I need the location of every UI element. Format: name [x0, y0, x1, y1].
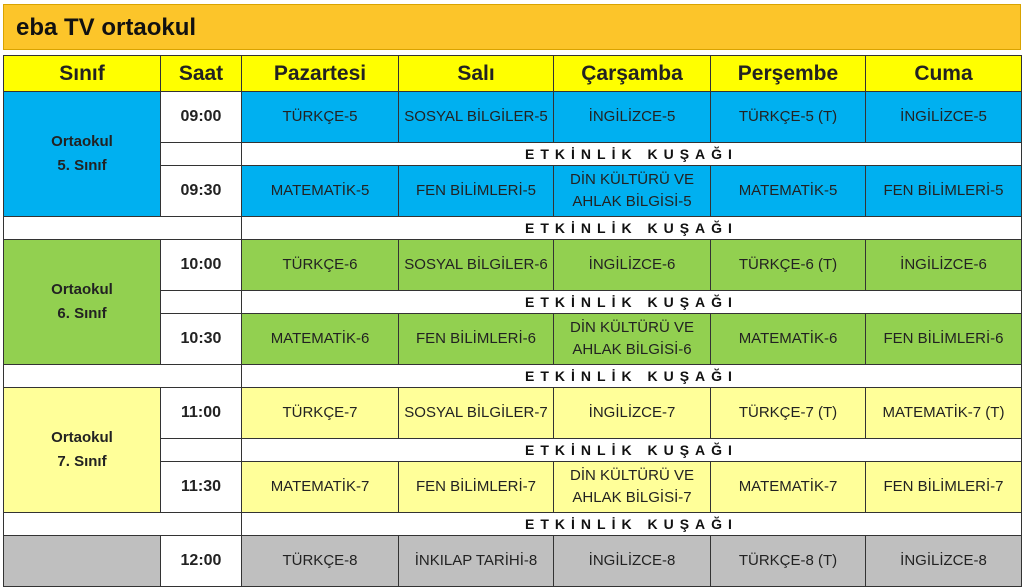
activity-band: ETKİNLİK KUŞAĞI — [242, 513, 1022, 536]
activity-band: ETKİNLİK KUŞAĞI — [242, 143, 1022, 166]
schedule-table — [3, 55, 1022, 587]
time-cell: 09:00 — [161, 92, 242, 143]
page-title: eba TV ortaokul — [16, 14, 197, 41]
lesson-cell: MATEMATİK-6 — [242, 314, 399, 365]
lesson-cell: FEN BİLİMLERİ-7 — [866, 462, 1022, 513]
lesson-cell: TÜRKÇE-7 — [242, 388, 399, 439]
lesson-cell: TÜRKÇE-5 (T) — [711, 92, 866, 143]
lesson-cell: MATEMATİK-5 — [711, 166, 866, 217]
lesson-cell: FEN BİLİMLERİ-6 — [399, 314, 554, 365]
header-persembe: Perşembe — [711, 56, 866, 92]
lesson-cell: SOSYAL BİLGİLER-5 — [399, 92, 554, 143]
time-cell: 11:00 — [161, 388, 242, 439]
lesson-cell: MATEMATİK-6 — [711, 314, 866, 365]
lesson-cell: İNGİLİZCE-6 — [866, 240, 1022, 291]
grade-8-block — [4, 536, 1022, 587]
lesson-cell: İNGİLİZCE-6 — [554, 240, 711, 291]
blank-cell — [161, 291, 242, 314]
time-cell: 09:30 — [161, 166, 242, 217]
activity-row — [4, 513, 1022, 536]
time-cell: 11:30 — [161, 462, 242, 513]
lesson-cell: İNGİLİZCE-5 — [554, 92, 711, 143]
blank-cell — [161, 439, 242, 462]
lesson-cell: MATEMATİK-7 (T) — [866, 388, 1022, 439]
lesson-cell: SOSYAL BİLGİLER-7 — [399, 388, 554, 439]
lesson-cell: MATEMATİK-7 — [711, 462, 866, 513]
header-carsamba: Çarşamba — [554, 56, 711, 92]
header-sali: Salı — [399, 56, 554, 92]
grade-label-line2: 7. Sınıf — [57, 453, 107, 470]
grade-label-line2: 5. Sınıf — [57, 157, 107, 174]
lesson-cell: FEN BİLİMLERİ-7 — [399, 462, 554, 513]
table-row — [4, 92, 1022, 143]
lesson-cell: TÜRKÇE-6 — [242, 240, 399, 291]
lesson-cell: FEN BİLİMLERİ-5 — [866, 166, 1022, 217]
lesson-cell: DİN KÜLTÜRÜ VE AHLAK BİLGİSİ-5 — [554, 166, 711, 217]
activity-band: ETKİNLİK KUŞAĞI — [242, 291, 1022, 314]
grade-label-line1: Ortaokul — [51, 133, 113, 150]
blank-cell — [4, 217, 242, 240]
header-saat: Saat — [161, 56, 242, 92]
activity-band: ETKİNLİK KUŞAĞI — [242, 365, 1022, 388]
time-cell: 10:00 — [161, 240, 242, 291]
lesson-cell: TÜRKÇE-6 (T) — [711, 240, 866, 291]
table-row — [4, 240, 1022, 291]
lesson-cell: TÜRKÇE-7 (T) — [711, 388, 866, 439]
lesson-cell: DİN KÜLTÜRÜ VE AHLAK BİLGİSİ-6 — [554, 314, 711, 365]
activity-row — [4, 365, 1022, 388]
grade-label-line2: 6. Sınıf — [57, 305, 107, 322]
time-cell: 12:00 — [161, 536, 242, 587]
lesson-cell: İNGİLİZCE-7 — [554, 388, 711, 439]
blank-cell — [4, 513, 242, 536]
header-pazartesi: Pazartesi — [242, 56, 399, 92]
activity-row — [4, 217, 1022, 240]
grade-label — [4, 92, 161, 217]
lesson-cell: FEN BİLİMLERİ-6 — [866, 314, 1022, 365]
blank-cell — [161, 143, 242, 166]
grade-label — [4, 388, 161, 513]
lesson-cell: TÜRKÇE-8 (T) — [711, 536, 866, 587]
table-row — [4, 388, 1022, 439]
time-cell: 10:30 — [161, 314, 242, 365]
lesson-cell: İNGİLİZCE-5 — [866, 92, 1022, 143]
activity-band: ETKİNLİK KUŞAĞI — [242, 217, 1022, 240]
grade-label-line1: Ortaokul — [51, 429, 113, 446]
lesson-cell: TÜRKÇE-5 — [242, 92, 399, 143]
table-row — [4, 536, 1022, 587]
grade-label — [4, 536, 161, 587]
lesson-cell: FEN BİLİMLERİ-5 — [399, 166, 554, 217]
lesson-cell: İNKILAP TARİHİ-8 — [399, 536, 554, 587]
grade-5-block — [4, 92, 1022, 240]
grade-label-line1: Ortaokul — [51, 281, 113, 298]
header-sinif: Sınıf — [4, 56, 161, 92]
header-cuma: Cuma — [866, 56, 1022, 92]
lesson-cell: MATEMATİK-5 — [242, 166, 399, 217]
lesson-cell: SOSYAL BİLGİLER-6 — [399, 240, 554, 291]
title-bar — [3, 4, 1021, 50]
header-row — [4, 56, 1022, 92]
lesson-cell: TÜRKÇE-8 — [242, 536, 399, 587]
lesson-cell: DİN KÜLTÜRÜ VE AHLAK BİLGİSİ-7 — [554, 462, 711, 513]
blank-cell — [4, 365, 242, 388]
lesson-cell: İNGİLİZCE-8 — [866, 536, 1022, 587]
grade-7-block — [4, 388, 1022, 536]
grade-label — [4, 240, 161, 365]
lesson-cell: İNGİLİZCE-8 — [554, 536, 711, 587]
grade-6-block — [4, 240, 1022, 388]
lesson-cell: MATEMATİK-7 — [242, 462, 399, 513]
activity-band: ETKİNLİK KUŞAĞI — [242, 439, 1022, 462]
